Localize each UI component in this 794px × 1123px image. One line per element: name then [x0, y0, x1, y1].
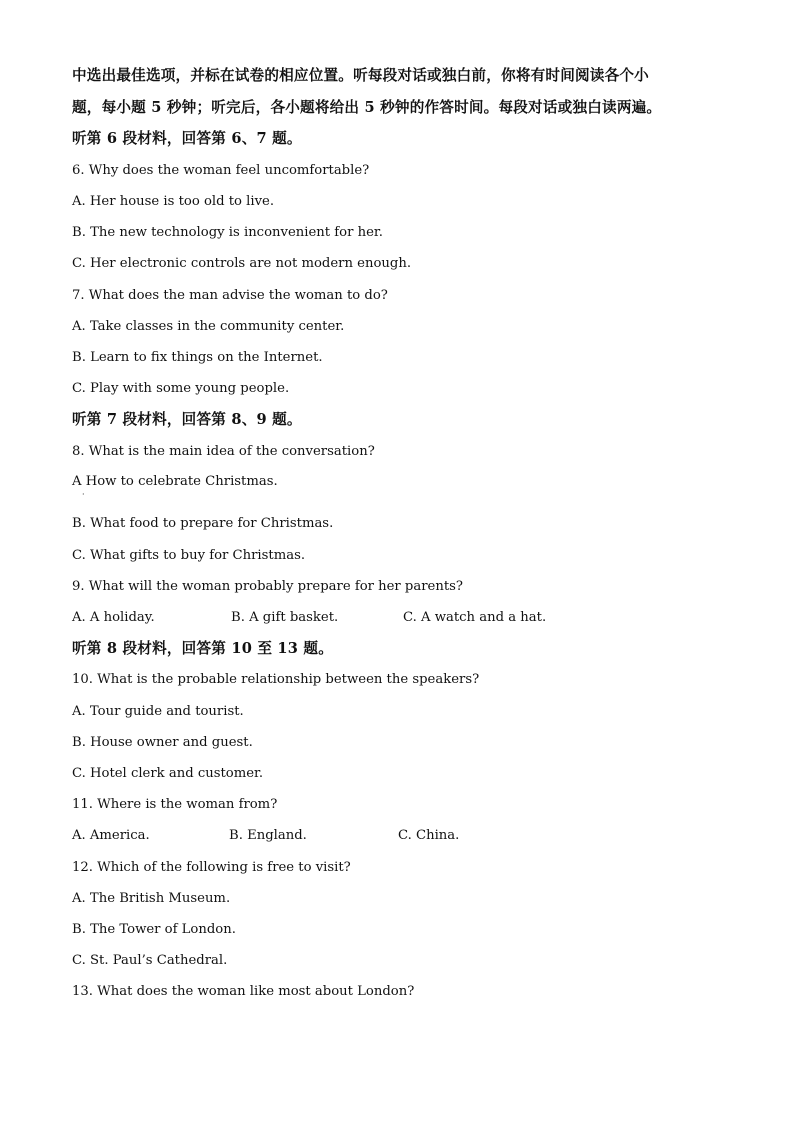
- intro-line-1: 中选出最佳选项，并标在试卷的相应位置。听每段对话或独白前，你将有时间阅读各个小: [72, 67, 649, 84]
- question-11-stem: 11. Where is the woman from?: [72, 797, 278, 812]
- section-heading-6: 听第 6 段材料，回答第 6、7 题。: [72, 130, 302, 147]
- question-6-stem: 6. Why does the woman feel uncomfortable?: [72, 163, 370, 178]
- question-10-option-b: B. House owner and guest.: [72, 735, 253, 750]
- question-7-option-a: A. Take classes in the community center.: [72, 319, 345, 334]
- question-6-option-a: A. Her house is too old to live.: [72, 194, 275, 209]
- question-8-option-a: A How to celebrate Christmas.: [72, 474, 278, 489]
- question-11-option-c: C. China.: [398, 828, 460, 843]
- question-10-stem: 10. What is the probable relationship between the speakers?: [72, 672, 480, 687]
- question-7-option-c: C. Play with some young people.: [72, 381, 290, 396]
- section-heading-7: 听第 7 段材料，回答第 8、9 题。: [72, 411, 302, 428]
- question-13-stem: 13. What does the woman like most about London?: [72, 984, 415, 999]
- question-10-option-a: A. Tour guide and tourist.: [72, 704, 244, 719]
- question-9-option-a: A. A holiday.: [72, 610, 155, 625]
- question-12-stem: 12. Which of the following is free to visit?: [72, 860, 351, 875]
- question-6-option-b: B. The new technology is inconvenient for her.: [72, 225, 383, 240]
- question-9-option-c: C. A watch and a hat.: [403, 610, 547, 625]
- intro-line-2: 题，每小题 5 秒钟；听完后，各小题将给出 5 秒钟的作答时间。每段对话或独白读两遍。: [72, 99, 662, 116]
- question-11-option-a: A. America.: [72, 828, 150, 843]
- question-11-option-b: B. England.: [229, 828, 307, 843]
- question-12-option-a: A. The British Museum.: [72, 891, 231, 906]
- question-12-option-b: B. The Tower of London.: [72, 922, 236, 937]
- question-6-option-c: C. Her electronic controls are not modern enough.: [72, 256, 412, 271]
- section-heading-8: 听第 8 段材料，回答第 10 至 13 题。: [72, 640, 333, 657]
- question-12-option-c: C. St. Paul’s Cathedral.: [72, 953, 228, 968]
- stray-dot-mark: ·: [82, 490, 85, 499]
- question-7-stem: 7. What does the man advise the woman to do?: [72, 288, 388, 303]
- question-9-stem: 9. What will the woman probably prepare for her parents?: [72, 579, 463, 594]
- question-10-option-c: C. Hotel clerk and customer.: [72, 766, 264, 781]
- question-8-option-b: B. What food to prepare for Christmas.: [72, 516, 334, 531]
- question-9-option-b: B. A gift basket.: [231, 610, 339, 625]
- question-7-option-b: B. Learn to fix things on the Internet.: [72, 350, 323, 365]
- question-8-stem: 8. What is the main idea of the conversation?: [72, 444, 375, 459]
- question-8-option-c: C. What gifts to buy for Christmas.: [72, 548, 306, 563]
